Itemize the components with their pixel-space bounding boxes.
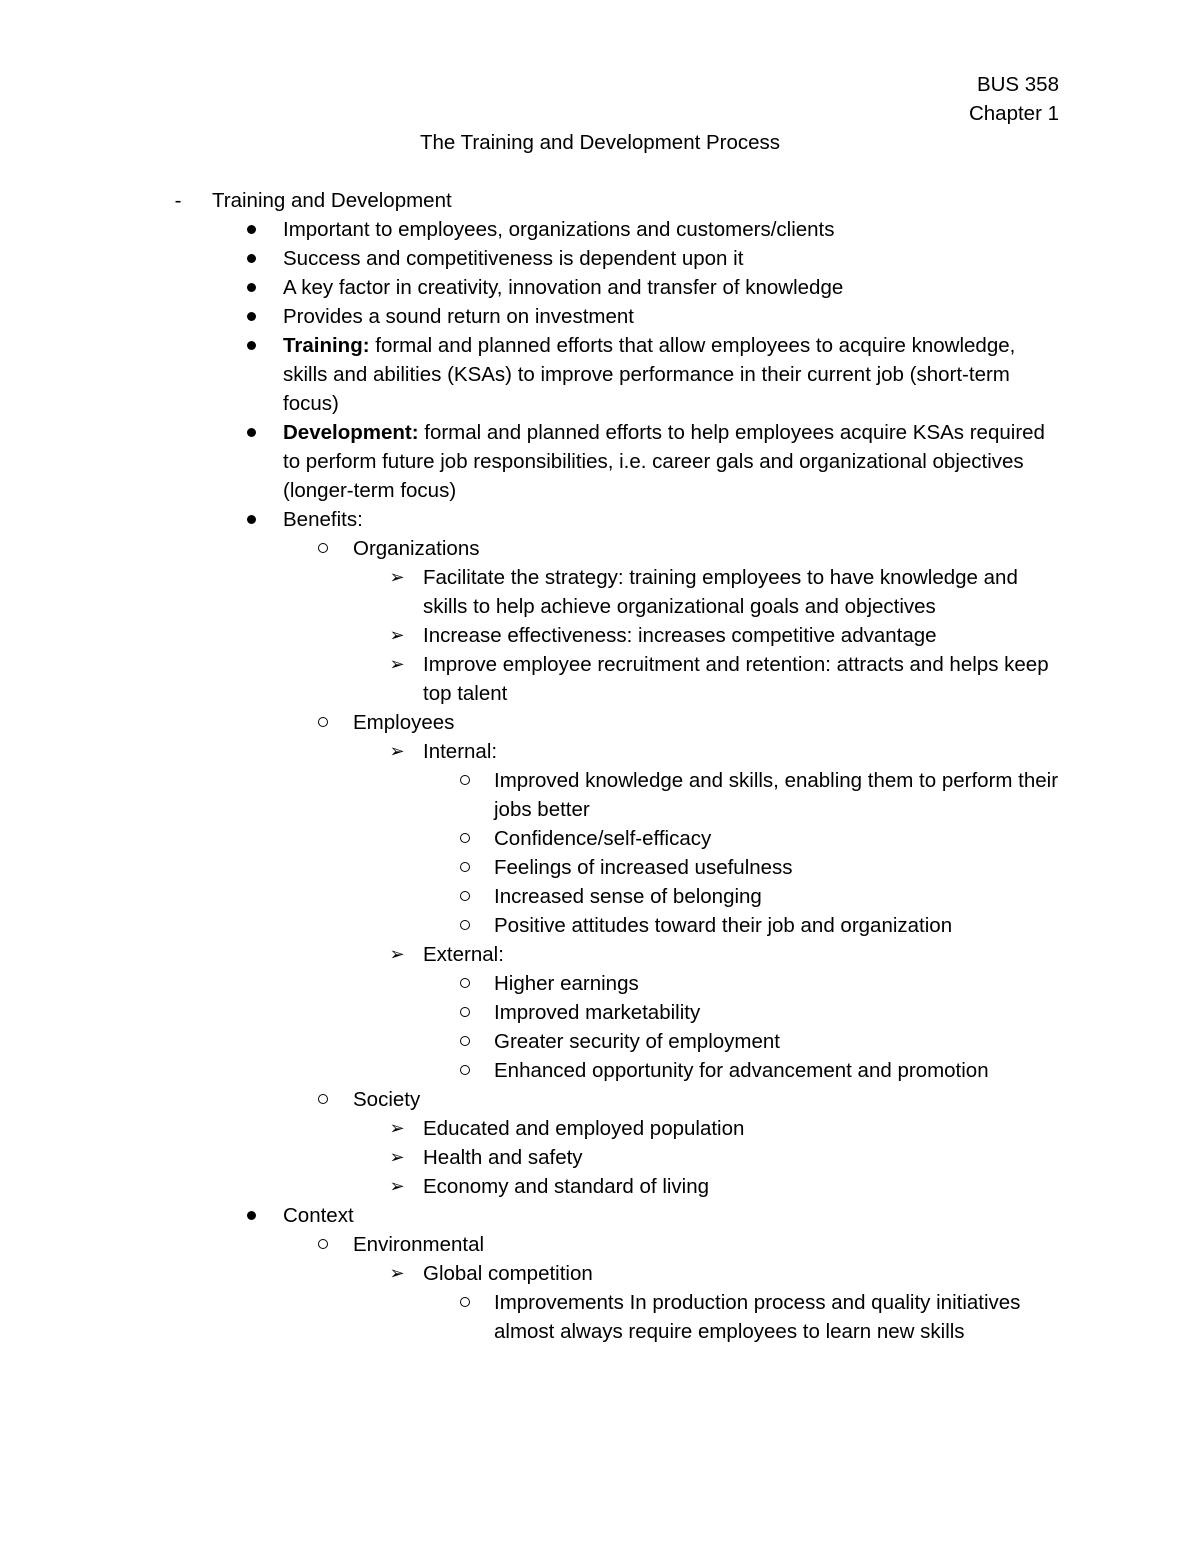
- society-heading: Society: [0, 1085, 1200, 1114]
- document-title: The Training and Development Process: [419, 131, 781, 154]
- list-item: Confidence/self-efficacy: [0, 824, 1200, 853]
- circle-bullet-icon: [453, 969, 477, 998]
- environmental-heading: Environmental: [0, 1230, 1200, 1259]
- bullet-icon: [239, 302, 263, 331]
- dash-marker: -: [174, 189, 182, 212]
- list-item: ➢ Educated and employed population: [0, 1114, 1200, 1143]
- circle-bullet-icon: [453, 853, 477, 882]
- bullet-icon: [239, 505, 263, 534]
- external-heading: ➢ External:: [0, 940, 1200, 969]
- outline-heading-row: [0, 186, 1200, 215]
- circle-bullet-icon: [453, 998, 477, 1027]
- internal-heading: ➢ Internal:: [0, 737, 1200, 766]
- circle-bullet-icon: [311, 708, 335, 737]
- global-competition-heading: ➢ Global competition: [0, 1259, 1200, 1288]
- list-item: ➢ Health and safety: [0, 1143, 1200, 1172]
- benefits-heading: Benefits:: [0, 505, 1200, 534]
- arrow-bullet-icon: ➢: [389, 625, 405, 646]
- organizations-heading: Organizations: [0, 534, 1200, 563]
- arrow-bullet-icon: ➢: [389, 944, 405, 965]
- context-heading: Context: [0, 1201, 1200, 1230]
- list-item: Provides a sound return on investment: [0, 302, 1200, 331]
- list-item: Improvements In production process and quality initiatives almost always require employees to learn new skills: [0, 1288, 1064, 1346]
- circle-bullet-icon: [311, 1085, 335, 1114]
- circle-bullet-icon: [453, 1027, 477, 1056]
- list-item: A key factor in creativity, innovation and transfer of knowledge: [0, 273, 1200, 302]
- training-definition: [0, 331, 1063, 418]
- bullet-icon: [239, 215, 263, 244]
- circle-bullet-icon: [453, 911, 477, 940]
- list-item: Positive attitudes toward their job and organization: [0, 911, 1200, 940]
- bullet-icon: [239, 418, 263, 447]
- list-item: ➢ Economy and standard of living: [0, 1172, 1200, 1201]
- list-item: Improved knowledge and skills, enabling them to perform their jobs better: [0, 766, 1060, 824]
- training-text: formal and planned efforts that allow employees to acquire knowledge, skills and abilities (KSAs) to improve performance in their current job (short-term focus): [283, 334, 1016, 415]
- list-item: ➢ Facilitate the strategy: training employees to have knowledge and skills to help achieve organizational goals and objectives: [0, 563, 1063, 621]
- bullet-icon: [239, 273, 263, 302]
- circle-bullet-icon: [453, 1288, 477, 1317]
- outline: [0, 186, 1200, 1346]
- list-item: Success and competitiveness is dependent upon it: [0, 244, 1200, 273]
- arrow-bullet-icon: ➢: [389, 1118, 405, 1139]
- list-item: Greater security of employment: [0, 1027, 1200, 1056]
- circle-bullet-icon: [453, 824, 477, 853]
- circle-bullet-icon: [311, 534, 335, 563]
- list-item: ➢ Increase effectiveness: increases competitive advantage: [0, 621, 1063, 650]
- arrow-bullet-icon: ➢: [389, 654, 405, 675]
- bullet-icon: [239, 331, 263, 360]
- list-item: Enhanced opportunity for advancement and promotion: [0, 1056, 1200, 1085]
- arrow-bullet-icon: ➢: [389, 1176, 405, 1197]
- arrow-bullet-icon: ➢: [389, 741, 405, 762]
- list-item: ➢ Improve employee recruitment and retention: attracts and helps keep top talent: [0, 650, 1063, 708]
- circle-bullet-icon: [453, 1056, 477, 1085]
- outline-heading: Training and Development: [212, 189, 452, 212]
- arrow-bullet-icon: ➢: [389, 1263, 405, 1284]
- development-definition: [0, 418, 1063, 505]
- circle-bullet-icon: [311, 1230, 335, 1259]
- bullet-icon: [239, 244, 263, 273]
- course-code: BUS 358: [976, 73, 1059, 96]
- arrow-bullet-icon: ➢: [389, 567, 405, 588]
- development-term: Development:: [283, 421, 419, 444]
- bullet-icon: [239, 1201, 263, 1230]
- employees-heading: Employees: [0, 708, 1200, 737]
- circle-bullet-icon: [453, 882, 477, 911]
- list-item: Increased sense of belonging: [0, 882, 1200, 911]
- circle-bullet-icon: [453, 766, 477, 795]
- arrow-bullet-icon: ➢: [389, 1147, 405, 1168]
- list-item: Higher earnings: [0, 969, 1200, 998]
- training-term: Training:: [283, 334, 370, 357]
- list-item: Improved marketability: [0, 998, 1200, 1027]
- development-text: formal and planned efforts to help employees acquire KSAs required to perform future job responsibilities, i.e. career gals and organizational objectives (longer-term focus): [283, 421, 1045, 502]
- list-item: Feelings of increased usefulness: [0, 853, 1200, 882]
- chapter-label: Chapter 1: [968, 102, 1059, 125]
- list-item: Important to employees, organizations and customers/clients: [0, 215, 1200, 244]
